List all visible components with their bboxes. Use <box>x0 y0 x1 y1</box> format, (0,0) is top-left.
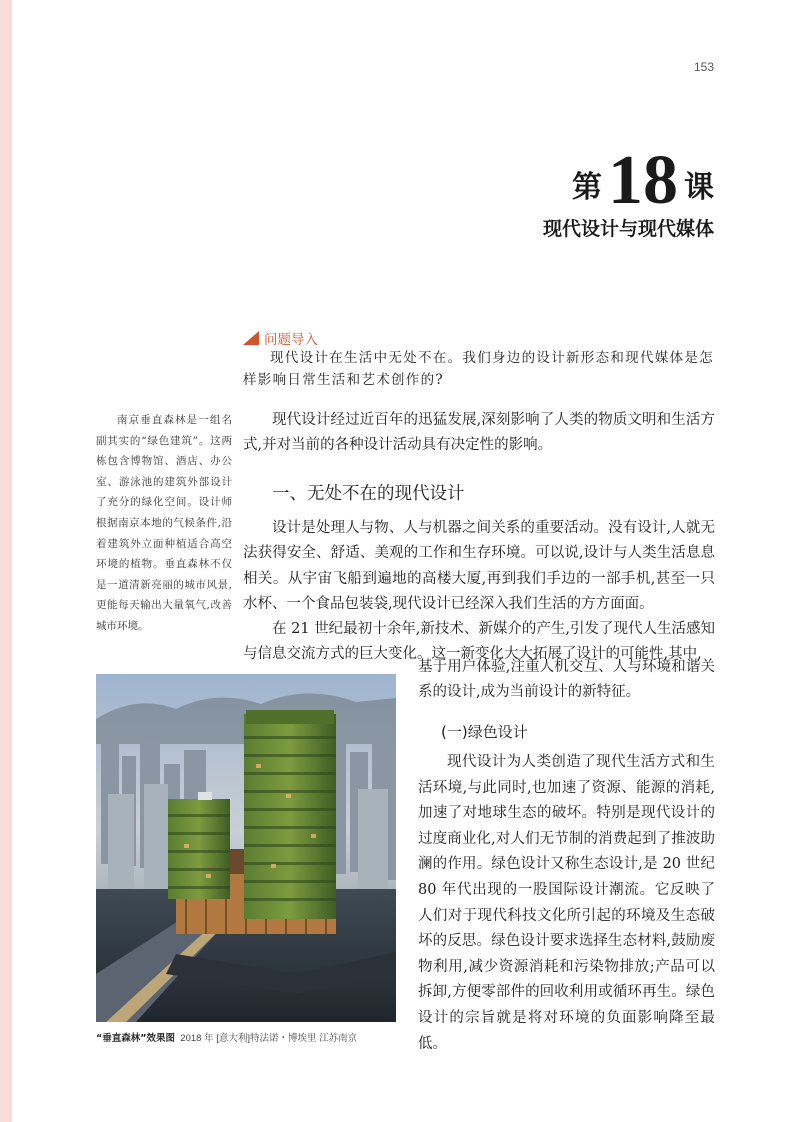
section-paragraph-2-continued: 基于用户体验,注重人机交互、人与环境和谐关系的设计,成为当前设计的新特征。 <box>418 659 715 701</box>
page-edge-strip <box>0 0 12 1122</box>
page-number: 153 <box>693 60 714 74</box>
lesson-title-suffix: 课 <box>684 170 714 205</box>
triangle-marker-icon <box>243 331 259 345</box>
side-note: 南京垂直森林是一组名副其实的“绿色建筑”。这两栋包含博物馆、酒店、办公室、游泳池的建筑外部设计了充分的绿化空间。设计师根据南京本地的气候条件,沿着建筑外立面种植适合高空环境的植物。垂直森林不仅是一道清新亮丽的城市风景,更能每天输出大量氧气,改善城市环境。 <box>96 414 232 632</box>
question-header <box>243 328 318 348</box>
question-label: 问题导入 <box>264 332 318 348</box>
lesson-title-prefix: 第 <box>572 170 602 205</box>
question-text: 现代设计在生活中无处不在。我们身边的设计新形态和现代媒体是怎样影响日常生活和艺术创作的? <box>243 350 714 388</box>
subsection-paragraph: 现代设计为人类创造了现代生活方式和生活环境,与此同时,也加速了资源、能源的消耗,加速了对地球生态的破坏。特别是现代设计的过度商业化,对人们无节制的消费起到了推波助澜的作用。绿色设计又称生态设计,是 20 世纪 80 年代出现的一股国际设计潮流。它反映了人们对于现代科技文化所引起的环境及生态破坏的反思。绿色设计要求选择生态材料,鼓励废物利用,减少资源消耗和污染物排放;产品可以拆卸,方便零部件的回收利用或循环再生。绿色设计的宗旨就是将对环境的负面影响降至最低。 <box>418 754 715 1052</box>
subsection-heading: (一)绿色设计 <box>441 723 528 741</box>
lesson-subtitle: 现代设计与现代媒体 <box>542 218 714 240</box>
caption-title: “垂直森林”效果图 <box>96 1033 175 1044</box>
lesson-title <box>572 142 714 219</box>
figure-caption <box>96 1030 416 1044</box>
section-paragraph-2: 在 21 世纪最初十余年,新技术、新媒介的产生,引发了现代人生活感知与信息交流方式的巨大变化。这一新变化大大拓展了设计的可能性,其中, <box>243 621 715 663</box>
section-paragraph-1: 设计是处理人与物、人与机器之间关系的重要活动。没有设计,人就无法获得安全、舒适、美观的工作和生存环境。可以说,设计与人类生活息息相关。从宇宙飞船到遍地的高楼大厦,再到我们手边的一部手机,甚至一只水杯、一个食品包装袋,现代设计已经深入我们生活的方方面面。 <box>243 520 715 612</box>
section-heading: 一、无处不在的现代设计 <box>272 484 465 504</box>
vertical-forest-image <box>96 674 396 1022</box>
caption-details: 2018 年 [意大利]特法诺・博埃里 江苏南京 <box>180 1033 358 1044</box>
lesson-number: 18 <box>608 142 678 219</box>
intro-paragraph: 现代设计经过近百年的迅猛发展,深刻影响了人类的物质文明和生活方式,并对当前的各种设计活动具有决定性的影响。 <box>243 412 715 454</box>
